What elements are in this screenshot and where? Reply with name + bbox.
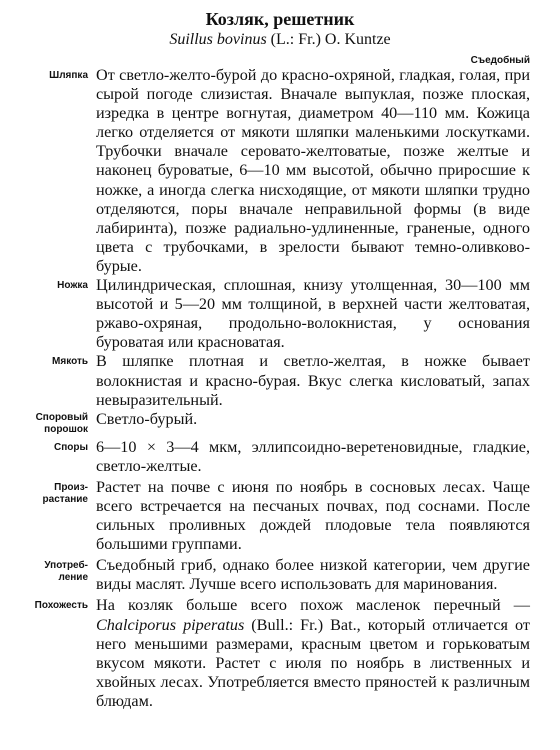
section-usage (30, 556, 530, 594)
section-text: В шляпке плотная и светло-желтая, в ножке бывает волокнистая и красно-бурая. Вкус слегка кисловатый, запах невыразительный. (96, 352, 530, 409)
section-text: От светло-желто-бурой до красно-охряной, гладкая, голая, при сырой погоде слизистая. Вначале выпуклая, позже плоская, изредка в центре вогнутая, диаметром 40—110 мм. Кожица легко отделяется от мякоти шляпки маленькими лоскутками. Трубочки вначале серовато-желтоватые, позже желтые и наконец буроватые, 6—10 мм высотой, обычно приросшие к ножке, а иногда слегка нисходящие, от мякоти шляпки трудно отделяются, поры вначале неправильной формы (в виде лабиринта), позже радиально-удлиненные, граненые, одного цвета с трубочками, в зрелости бывают темно-оливково-бурые. (96, 66, 530, 275)
section-label: Споры (53, 441, 88, 453)
page-title: Козляк, решетник (205, 9, 355, 29)
section-habitat (30, 478, 530, 554)
section-text: Цилиндрическая, сплошная, книзу утолщенная, 30—100 мм высотой и 5—20 мм толщиной, в верхней части желтоватая, ржаво-охряная, продольно-волокнистая, у основания буроватая или красноватая. (96, 276, 530, 352)
author-citation: (L.: Fr.) O. Kuntze (266, 31, 391, 48)
section-label: Мякоть (52, 356, 88, 368)
section-label: Похожесть (34, 600, 88, 612)
section-text: Съедобный гриб, однако более низкой категории, чем другие виды маслят. Лучше всего использовать для маринования. (96, 556, 530, 594)
section-label: Употреб-ление (44, 560, 88, 584)
section-cap (30, 66, 530, 276)
section-similarity (30, 596, 530, 711)
similarity-text-before: На козляк больше всего похож масленок перечный — (96, 596, 530, 615)
edibility-row (30, 50, 530, 66)
section-label: Ножка (57, 280, 88, 292)
similarity-text-after: (Bull.: Fr.) Bat., который отличается от него меньшими размерами, красным цветом и горьковатым вкусом мякоти. Растет с июля по ноябрь в лиственных и хвойных лесах. Употребляется вместо пряностей к различным блюдам. (96, 615, 531, 710)
section-label: Шляпка (49, 70, 88, 81)
section-text: 6—10 × 3—4 мкм, эллипсоидно-веретеновидные, гладкие, светло-желтые. (96, 437, 530, 475)
section-text (96, 596, 530, 711)
section-stem (30, 276, 530, 352)
section-text: Светло-бурый. (96, 409, 198, 428)
section-spores (30, 438, 530, 476)
similar-species-latin: Chalciporus piperatus (96, 615, 245, 634)
latin-name: Suillus bovinus (169, 31, 267, 48)
section-spore-print (30, 410, 530, 436)
edibility-badge: Съедобный (470, 55, 530, 66)
section-flesh (30, 352, 530, 409)
section-label: Произ-растание (42, 481, 88, 505)
section-text: Растет на почве с июня по ноябрь в сосновых лесах. Чаще всего встречается на песчаных почвах, под соснами. После сильных проливных дождей плодовые тела появляются большими группами. (96, 477, 530, 554)
section-label: Споровый порошок (35, 411, 88, 435)
scientific-name (30, 30, 530, 50)
